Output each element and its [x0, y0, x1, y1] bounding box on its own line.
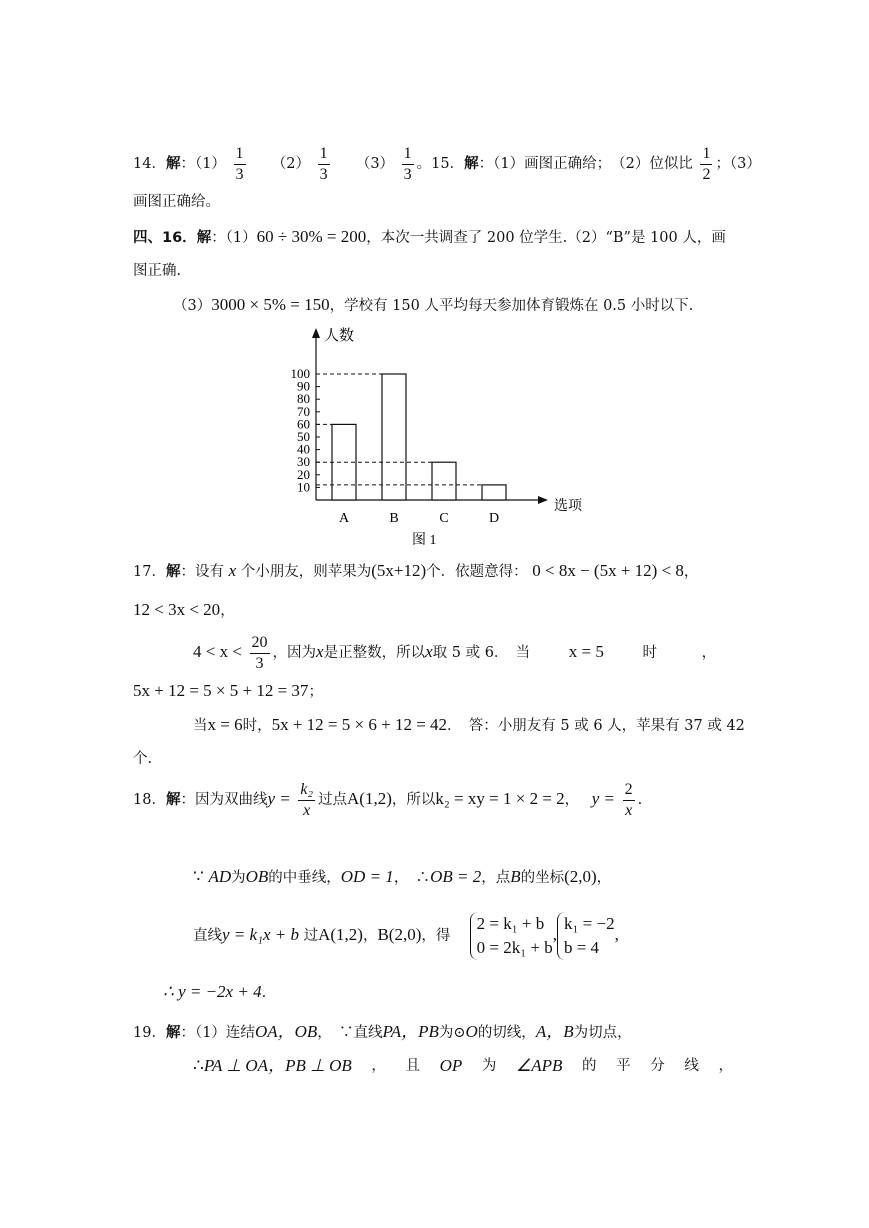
q19-f: 的切线， [477, 1025, 536, 1041]
q18-l2e: 的中垂线， [268, 870, 341, 886]
q18-l2i: ，点 [481, 870, 511, 886]
q19-l2f: 为 [481, 1058, 497, 1074]
q19-l2j: 分 [650, 1058, 665, 1074]
y-tick-label-60: 60 [297, 416, 310, 432]
q18-system1 [470, 912, 553, 960]
q15-line2 [133, 191, 220, 213]
q18-frac1 [298, 780, 315, 821]
q16-eq3: 3000 × 5% = 150 [211, 295, 330, 314]
q18-l3a: 直线 [193, 928, 222, 944]
y-tick-label-50: 50 [297, 429, 310, 444]
q18-l2d: OB [245, 867, 269, 886]
q14-f3-den: 3 [403, 165, 412, 183]
q18-l3e: ， [362, 928, 378, 944]
q16-l3b: ，学校有 150 人平均每天参加体育锻炼在 0.5 小时以下. [329, 298, 694, 314]
q17-l5d: 5x + 12 = 5 × 6 + 12 = 42 [271, 715, 448, 734]
q14-frac1 [234, 144, 246, 185]
q19-l2-part1 [193, 1055, 352, 1078]
x-tick-label-D: D [488, 511, 500, 526]
q17-l2b: ， [220, 603, 235, 619]
q17-l3b: ，因为 [272, 645, 317, 661]
q18-f1-num: k₂ [298, 780, 315, 801]
y-tick-label-90: 90 [297, 378, 310, 394]
q18-l4: ∴ y = −2x + 4 [163, 982, 262, 1001]
q18-b: 过点 [318, 792, 348, 808]
q19-h: 为切点， [573, 1025, 632, 1041]
q18-l2b: AD [208, 867, 232, 886]
chart-marks [291, 366, 507, 526]
q19-b: OA，OB [254, 1022, 318, 1041]
q14-p2: （2） [271, 156, 310, 172]
q18-f2-den: x [625, 801, 633, 819]
q18-a: ：因为双曲线 [180, 792, 268, 808]
q18-line2 [193, 866, 611, 889]
q19-l2c: ， [371, 1058, 386, 1074]
q17-line5 [193, 714, 745, 737]
q18-f1-den: x [303, 801, 311, 819]
q14-f1-den: 3 [235, 165, 244, 183]
q14-frac3 [402, 144, 414, 185]
q18-pt: A(1,2) [347, 789, 392, 808]
q18-sys1-row2: 0 = 2k₁ + b [476, 938, 553, 957]
q18-line1 [133, 777, 642, 821]
q15-f-num: 1 [700, 144, 712, 165]
q14-colon: ： [180, 156, 195, 172]
q18-l3g: ，得 [421, 928, 451, 944]
q18-f2-num: 2 [623, 780, 635, 801]
q18-y2: y = [591, 789, 616, 808]
q15-text-b: ；（3） [715, 156, 761, 172]
q15-f-den: 2 [702, 165, 711, 183]
q17-f-den: 3 [255, 654, 264, 672]
q18-l2g: ， ∴ [393, 870, 431, 886]
y-tick-label-40: 40 [297, 441, 310, 457]
q17-line4 [133, 680, 323, 703]
q15-jie: 解 [464, 156, 479, 172]
q17-l3h: ， [701, 645, 717, 661]
q19-number: 19． [133, 1025, 166, 1041]
q19-e: 为⊙ [438, 1025, 466, 1041]
q18-l2c: 为 [231, 870, 246, 886]
q16-jie: 解 [196, 230, 212, 246]
q19-l2d: 且 [405, 1058, 421, 1074]
q17-frac [250, 633, 270, 674]
q18-jie: 解 [165, 792, 181, 808]
q18-number: 18． [133, 792, 166, 808]
chart-caption: 图 1 [412, 533, 437, 548]
q18-line3: 直线y = k₁x + b 过A(1,2)，B(2,0)，得 2 = k₁ + b 0 = 2k₁ + b , k₁ = −2 b = 4 , [193, 908, 619, 962]
q17-l4b: ； [308, 684, 323, 700]
q14-p1: （1） [194, 156, 226, 172]
q18-l2a: ∵ [193, 867, 204, 886]
q18-e: . [637, 792, 643, 808]
q16-line1 [133, 226, 726, 249]
q18-eq: k₂ = xy = 1 × 2 = 2 [435, 789, 565, 808]
q18-sys2-row1: k₁ = −2 [563, 914, 615, 933]
q19-l2h: 的 [582, 1058, 597, 1074]
q14-f1-num: 1 [234, 144, 246, 165]
q17-l3d: 取 5 或 6． 当 [432, 645, 531, 661]
q16-l3a: （3） [173, 298, 212, 314]
q17-number: 17． [133, 564, 166, 580]
q17-l4: 5x + 12 = 5 × 5 + 12 = 37 [133, 681, 309, 700]
y-tick-label-80: 80 [297, 391, 310, 407]
q17-l3g: 时 [642, 645, 657, 661]
q15-line2-text: 画图正确给。 [133, 194, 220, 210]
q15-number: 15． [431, 156, 465, 172]
q18-d: ， [564, 792, 580, 808]
q17-b: 个小朋友，则苹果为 [240, 564, 372, 580]
q18-l3f: B(2,0) [377, 925, 422, 944]
q18-sys2-row2: b = 4 [563, 938, 600, 957]
q17-x: x [228, 561, 237, 580]
bar-B [382, 374, 406, 500]
y-tick-label-100: 100 [290, 366, 310, 381]
q17-l3e: x = 5 [568, 642, 604, 661]
q18-l2j: B [510, 867, 521, 886]
y-tick-label-70: 70 [297, 403, 310, 419]
bar-D [482, 485, 506, 500]
q17-c: 个．依题意得： [426, 564, 528, 580]
q16-text-a: ：（1） [211, 230, 257, 246]
q17-line3 [193, 630, 716, 674]
q17-l6: 个. [133, 751, 153, 767]
y-tick-label-10: 10 [297, 479, 310, 495]
q19-c: ， ∵直线 [317, 1025, 383, 1041]
q18-l2l: (2,0) [564, 867, 597, 886]
q15-text-a: ：（1）画图正确给； （2）位似比 [478, 156, 693, 172]
q17-line6 [133, 748, 152, 770]
q17-jie: 解 [165, 564, 181, 580]
y-tick-label-20: 20 [297, 466, 310, 482]
y-axis-arrow [312, 328, 320, 338]
x-tick-label-A: A [338, 511, 350, 526]
q18-c: ，所以 [391, 792, 436, 808]
q19-l2k: 线 [684, 1058, 699, 1074]
q18-l3d: A(1,2) [318, 925, 363, 944]
q17-l3-x1: x [316, 642, 324, 661]
q14-frac2 [318, 144, 330, 185]
q18-line4 [163, 981, 266, 1004]
q17-comma: ， [683, 564, 699, 580]
bar-chart [280, 322, 600, 552]
q19-jie: 解 [165, 1025, 181, 1041]
q17-l2: 12 < 3x < 20 [133, 600, 221, 619]
q19-l2g: ∠APB [516, 1056, 563, 1075]
q14-tail: 。 [416, 156, 432, 172]
q19-g: A，B [535, 1022, 574, 1041]
x-axis-arrow [538, 496, 548, 504]
q19-d: PA，PB [382, 1022, 439, 1041]
q17-l5c: 时， [242, 718, 272, 734]
q19-a: ：（1）连结 [180, 1025, 255, 1041]
q18-l2h: OB = 2 [430, 867, 482, 886]
q18-l2f: OD = 1 [340, 867, 394, 886]
q14-jie: 解 [165, 156, 181, 172]
y-axis-label: 人数 [324, 328, 355, 344]
q17-l3a: 4 < x < [193, 642, 242, 661]
q17-e2: 0 < 8x − (5x + 12) < 8 [532, 561, 684, 580]
q16-line2 [133, 260, 181, 282]
q14-p3: （3） [355, 156, 395, 172]
q19-o: O [465, 1022, 478, 1041]
q18-l2k: 的坐标 [520, 870, 565, 886]
q17-l5e: ． 答：小朋友有 5 或 6 人，苹果有 37 或 42 [447, 718, 745, 734]
bar-C [432, 462, 456, 500]
q19-line1 [133, 1021, 632, 1044]
y-tick-label-30: 30 [297, 454, 310, 470]
q16-eq: 60 ÷ 30% = 200 [256, 227, 367, 246]
q16-line2-text: 图正确. [133, 263, 182, 279]
q19-l2i: 平 [616, 1058, 631, 1074]
q17-l3-x2: x [425, 642, 433, 661]
q18-y1: y = [267, 789, 291, 808]
q16-line3 [173, 294, 693, 317]
q17-line1 [133, 560, 698, 583]
x-tick-label-B: B [389, 511, 399, 526]
q17-l5a: 当 [193, 718, 208, 734]
q18-l3c: 过 [303, 928, 319, 944]
q14-f3-num: 1 [402, 144, 414, 165]
q19-l2l: ， [718, 1058, 733, 1074]
x-tick-label-C: C [439, 511, 449, 526]
q18-l3b: y = k₁x + b [222, 925, 299, 944]
x-axis-label: 选项 [554, 499, 582, 514]
q14-f2-den: 3 [319, 165, 328, 183]
q18-sys1-row1: 2 = k₁ + b [476, 914, 545, 933]
q15-frac [700, 144, 712, 185]
q14-f2-num: 1 [318, 144, 330, 165]
q17-l3c: 是正整数，所以 [323, 645, 426, 661]
q18-l4b: . [261, 985, 267, 1001]
q17-l5b: x = 6 [207, 715, 243, 734]
q18-frac2 [623, 780, 635, 821]
q17-f-num: 20 [250, 633, 270, 654]
q14-number: 14． [133, 156, 166, 172]
q19-l2a: ∴ [193, 1056, 204, 1075]
q19-l2e: OP [439, 1056, 463, 1075]
q16-text-b: ，本次一共调查了 200 位学生.（2）“B”是 100 人，画 [366, 230, 726, 246]
q17-a: ：设有 [180, 564, 224, 580]
q14-line [133, 142, 761, 186]
q17-e1: (5x+12) [371, 561, 427, 580]
q16-number: 四、16． [133, 230, 197, 246]
q18-system2 [557, 912, 615, 960]
q18-l2m: ， [596, 870, 612, 886]
q17-line2 [133, 599, 235, 622]
q19-line2 [193, 1055, 733, 1078]
q19-l2b: PA ⊥ OA，PB ⊥ OB [203, 1056, 352, 1075]
